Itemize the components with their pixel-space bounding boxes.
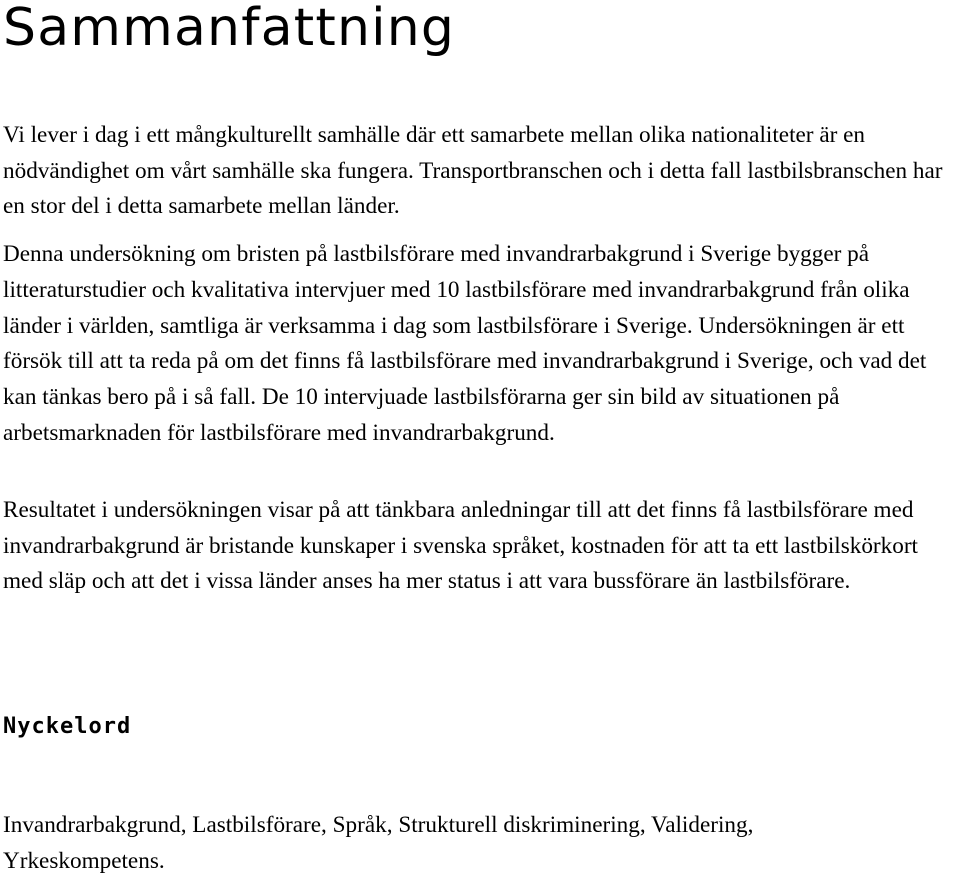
page-title: Sammanfattning [3, 0, 456, 58]
paragraph-intro: Vi lever i dag i ett mångkulturellt samhälle där ett samarbete mellan olika nationaliteter är en nödvändighet om vårt samhälle ska fungera. Transportbranschen och i detta fall lastbilsbranschen har en stor del i detta samarbete mellan länder. [3, 122, 943, 219]
keywords-heading: Nyckelord [3, 714, 132, 739]
paragraph-results: Resultatet i undersökningen visar på att tänkbara anledningar till att det finns få lastbilsförare med invandrarbakgrund är bristande kunskaper i svenska språket, kostnaden för att ta ett lastbilskörkort med släp och att det i vissa länder anses ha mer status i att vara bussförare än lastbilsförare. [3, 497, 919, 594]
keywords-list: Invandrarbakgrund, Lastbilsförare, Språk, Strukturell diskriminering, Validering, Yrkeskompetens. [3, 812, 754, 874]
paragraph-method: Denna undersökning om bristen på lastbilsförare med invandrarbakgrund i Sverige bygger på litteraturstudier och kvalitativa intervjuer med 10 lastbilsförare med invandrarbakgrund från olika länder i världen, samtliga är verksamma i dag som lastbilsförare i Sverige. Undersökningen är ett försök till att ta reda på om det finns få lastbilsförare med invandrarbakgrund i Sverige, och vad det kan tänkas bero på i så fall. De 10 intervjuade lastbilsförarna ger sin bild av situationen på arbetsmarknaden för lastbilsförare med invandrarbakgrund. [3, 241, 927, 446]
